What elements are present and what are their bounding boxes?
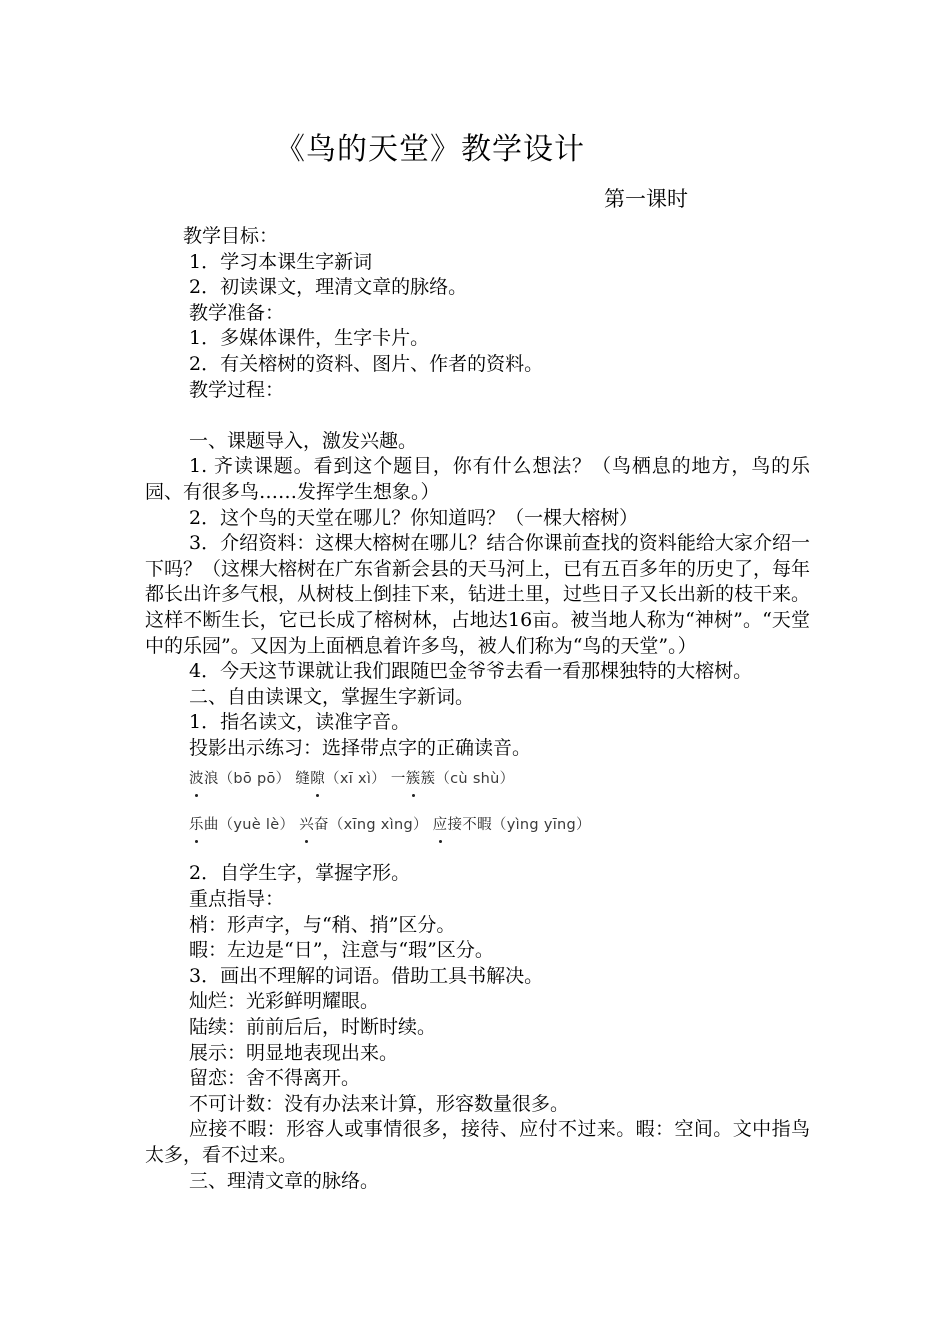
paragraph: 梢：形声字，与“稍、捎”区分。 [189,913,456,936]
blank-line [145,839,810,861]
section-heading: 教学过程： [189,378,285,401]
exercise-word: 波浪 [189,771,219,787]
paragraph: 1．学习本课生字新词 [189,250,373,273]
definition: 应接不暇：形容人或事情很多，接待、应付不过来。暇：空间。文中指鸟太多，看不过来。 [145,1118,810,1166]
exercise-options: （xīng xìng） [328,817,428,834]
pinyin-exercise-row [145,767,810,793]
document-title: 《鸟的天堂》教学设计 [275,132,585,167]
exercise-options: （yìng yīng） [491,817,591,834]
section-heading: 教学目标： [183,225,279,247]
paragraph: 投影出示练习：选择带点字的正确读音。 [189,736,532,759]
paragraph: 2．初读课文，理清文章的脉络。 [189,276,468,299]
exercise-word: 缝隙 [295,771,325,787]
pinyin-exercise-row [145,813,810,839]
section-heading: 三、理清文章的脉络。 [189,1169,380,1192]
section-heading: 重点指导： [189,888,285,911]
paragraph: 暇：左边是“日”，注意与“瑕”区分。 [189,939,494,962]
paragraph: 2．有关榕树的资料、图片、作者的资料。 [189,352,544,375]
definition: 展示：明显地表现出来。 [189,1041,399,1064]
paragraph: 3．介绍资料：这棵大榕树在哪儿？结合你课前查找的资料能给大家介绍一下吗？（这棵大榕树在广东省新会县的天马河上，已有五百多年的历史了，每年都长出许多气根，从树枝上倒挂下来，钻进土里，过些日子又长出新的枝干来。这样不断生长，它已长成了榕树林，占地达16亩。被当地人称为“神树”。“天堂中的乐园”。又因为上面栖息着许多鸟，被人们称为“鸟的天堂”。） [145,532,811,657]
exercise-word: 兴奋 [299,817,329,833]
section-heading: 教学准备： [189,301,285,324]
paragraph: 2．这个鸟的天堂在哪儿？你知道吗？（一棵大榕树） [189,506,639,529]
exercise-word: 一簇簇 [391,771,435,787]
exercise-options: （bō pō） [218,771,291,788]
section-heading: 一、课题导入，激发兴趣。 [189,429,418,452]
exercise-options: （yuè lè） [218,817,295,834]
definition: 不可计数：没有办法来计算，形容数量很多。 [189,1092,570,1115]
document-body [145,224,810,1194]
blank-line [145,403,810,429]
definition: 灿烂：光彩鲜明耀眼。 [189,990,380,1013]
definition: 留恋：舍不得离开。 [189,1067,361,1090]
exercise-word: 应接不暇 [433,817,492,833]
paragraph: 1. 齐读课题。看到这个题目，你有什么想法？（鸟栖息的地方，鸟的乐园、有很多鸟……发挥学生想象。） [145,455,810,503]
exercise-options: （xī xì） [325,771,386,788]
paragraph: 2．自学生字，掌握字形。 [189,862,411,885]
exercise-word: 乐曲 [189,817,219,833]
definition: 陆续：前前后后，时断时续。 [189,1016,437,1039]
lesson-subtitle: 第一课时 [604,187,688,211]
section-heading: 二、自由读课文，掌握生字新词。 [189,685,475,708]
exercise-options: （cù shù） [435,771,515,788]
paragraph: 1．指名读文，读准字音。 [189,711,411,734]
paragraph: 4．今天这节课就让我们跟随巴金爷爷去看一看那棵独特的大榕树。 [189,660,753,683]
paragraph: 1．多媒体课件，生字卡片。 [189,327,430,350]
paragraph: 3．画出不理解的词语。借助工具书解决。 [189,964,544,987]
